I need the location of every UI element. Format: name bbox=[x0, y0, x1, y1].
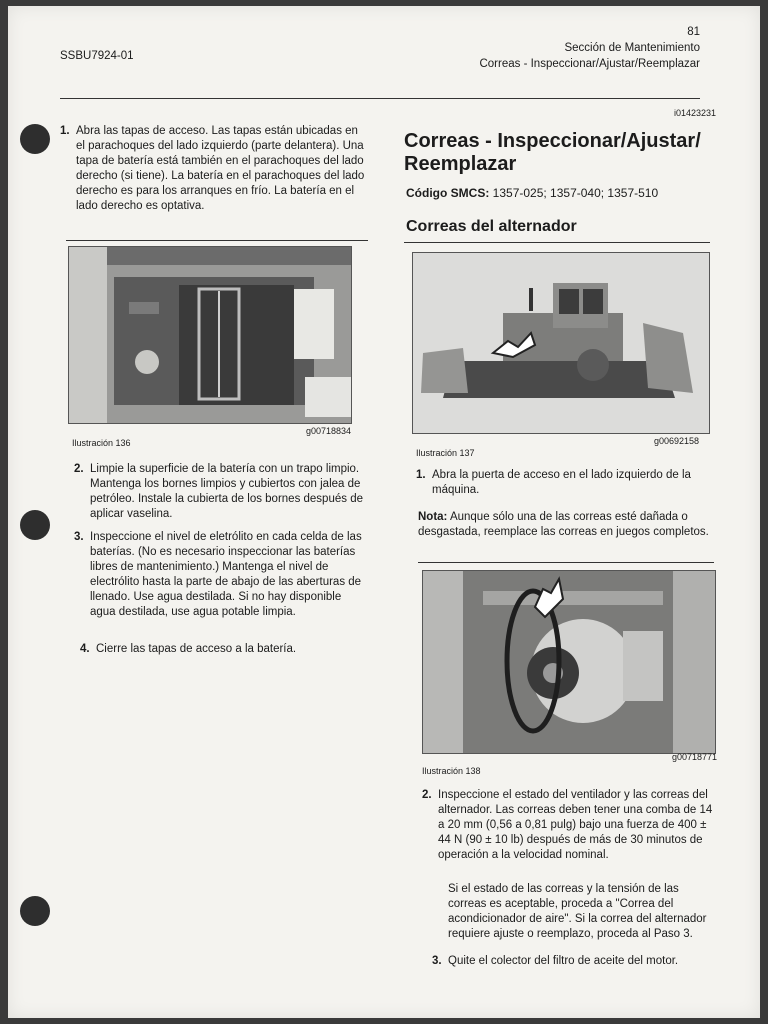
figure-rule bbox=[418, 562, 714, 563]
left-step-4: 4. Cierre las tapas de acceso a la batería. bbox=[80, 643, 297, 655]
tractor-photo bbox=[412, 252, 710, 434]
binder-hole bbox=[20, 510, 50, 540]
note-label: Nota: bbox=[418, 511, 448, 523]
page-number: 81 bbox=[687, 26, 700, 38]
left-step-1: 1. Abra las tapas de acceso. Las tapas están ubicadas en el parachoques del lado izquierdo (parte delantera). Una tapa de batería está también en el parachoques del lado derecho (si tiene). La batería en el parachoques del lado derecho es para los arranques en frío. La batería en el lado derecho es optativa. bbox=[60, 125, 365, 212]
left-step-3: 3. Inspeccione el nivel de eletrólito en cada celda de las baterías. (No es necesario inspeccionar las baterías libres de mantenimiento.) Mantenga el nivel de electrólito hasta la parte de abajo de las aberturas de llenado. Use agua destilada. Si no hay disponible agua destilada, use agua potable limpia. bbox=[74, 531, 362, 618]
subsection-title: Correas del alternador bbox=[406, 218, 577, 235]
battery-compartment-photo bbox=[68, 246, 352, 424]
right-step-2: 2. Inspeccione el estado del ventilador y las correas del alternador. Las correas deben tener una comba de 14 a 20 mm (0,56 a 0,81 pulg) bajo una fuerza de 400 ± 44 N (90 ± 10 lb) después de más de 30 minutos de operación a la velocidad nominal. bbox=[422, 789, 713, 861]
subsection-rule bbox=[404, 242, 710, 243]
section-name: Sección de Mantenimiento bbox=[564, 42, 700, 54]
smcs-label: Código SMCS: bbox=[406, 186, 490, 200]
page-header bbox=[479, 24, 700, 72]
reference-id: i01423231 bbox=[674, 108, 717, 118]
right-step-1: 1. Abra la puerta de acceso en el lado izquierdo de la máquina. bbox=[416, 469, 691, 496]
topic-name: Correas - Inspeccionar/Ajustar/Reemplazar bbox=[479, 58, 700, 70]
document-page bbox=[8, 6, 760, 1018]
smcs-line bbox=[406, 186, 658, 200]
binder-hole bbox=[20, 124, 50, 154]
section-title: Correas - Inspeccionar/Ajustar/ Reemplazar bbox=[404, 130, 701, 175]
note-text: Aunque sólo una de las correas esté dañada o desgastada, reemplace las correas en juegos completos. bbox=[418, 511, 709, 538]
doc-code: SSBU7924-01 bbox=[60, 50, 134, 62]
figure-caption: Ilustración 137 bbox=[416, 448, 475, 458]
figure-rule bbox=[66, 240, 368, 241]
left-step-2: 2. Limpie la superficie de la batería con un trapo limpio. Mantenga los bornes limpios y cubiertos con jalea de petróleo. Instale la cubierta de los bornes después de aplicar vaselina. bbox=[74, 463, 363, 520]
binder-hole bbox=[20, 896, 50, 926]
smcs-codes: 1357-025; 1357-040; 1357-510 bbox=[492, 186, 659, 200]
header-rule bbox=[60, 98, 700, 99]
figure-caption: Ilustración 136 bbox=[72, 438, 131, 448]
figure-code: g00718771 bbox=[672, 752, 718, 762]
alternator-photo bbox=[422, 570, 716, 754]
figure-caption: Ilustración 138 bbox=[422, 766, 481, 776]
figure-code: g00718834 bbox=[306, 426, 352, 436]
figure-code: g00692158 bbox=[654, 436, 700, 446]
right-step-3: 3. Quite el colector del filtro de aceite del motor. bbox=[432, 955, 679, 967]
note-paragraph bbox=[418, 510, 714, 540]
right-step-2-continued: Si el estado de las correas y la tensión de las correas es aceptable, proceda a "Correa del acondicionador de aire". Si la correa del alternador requiere ajuste o reemplazo, proceda al Paso 3. bbox=[448, 883, 707, 940]
